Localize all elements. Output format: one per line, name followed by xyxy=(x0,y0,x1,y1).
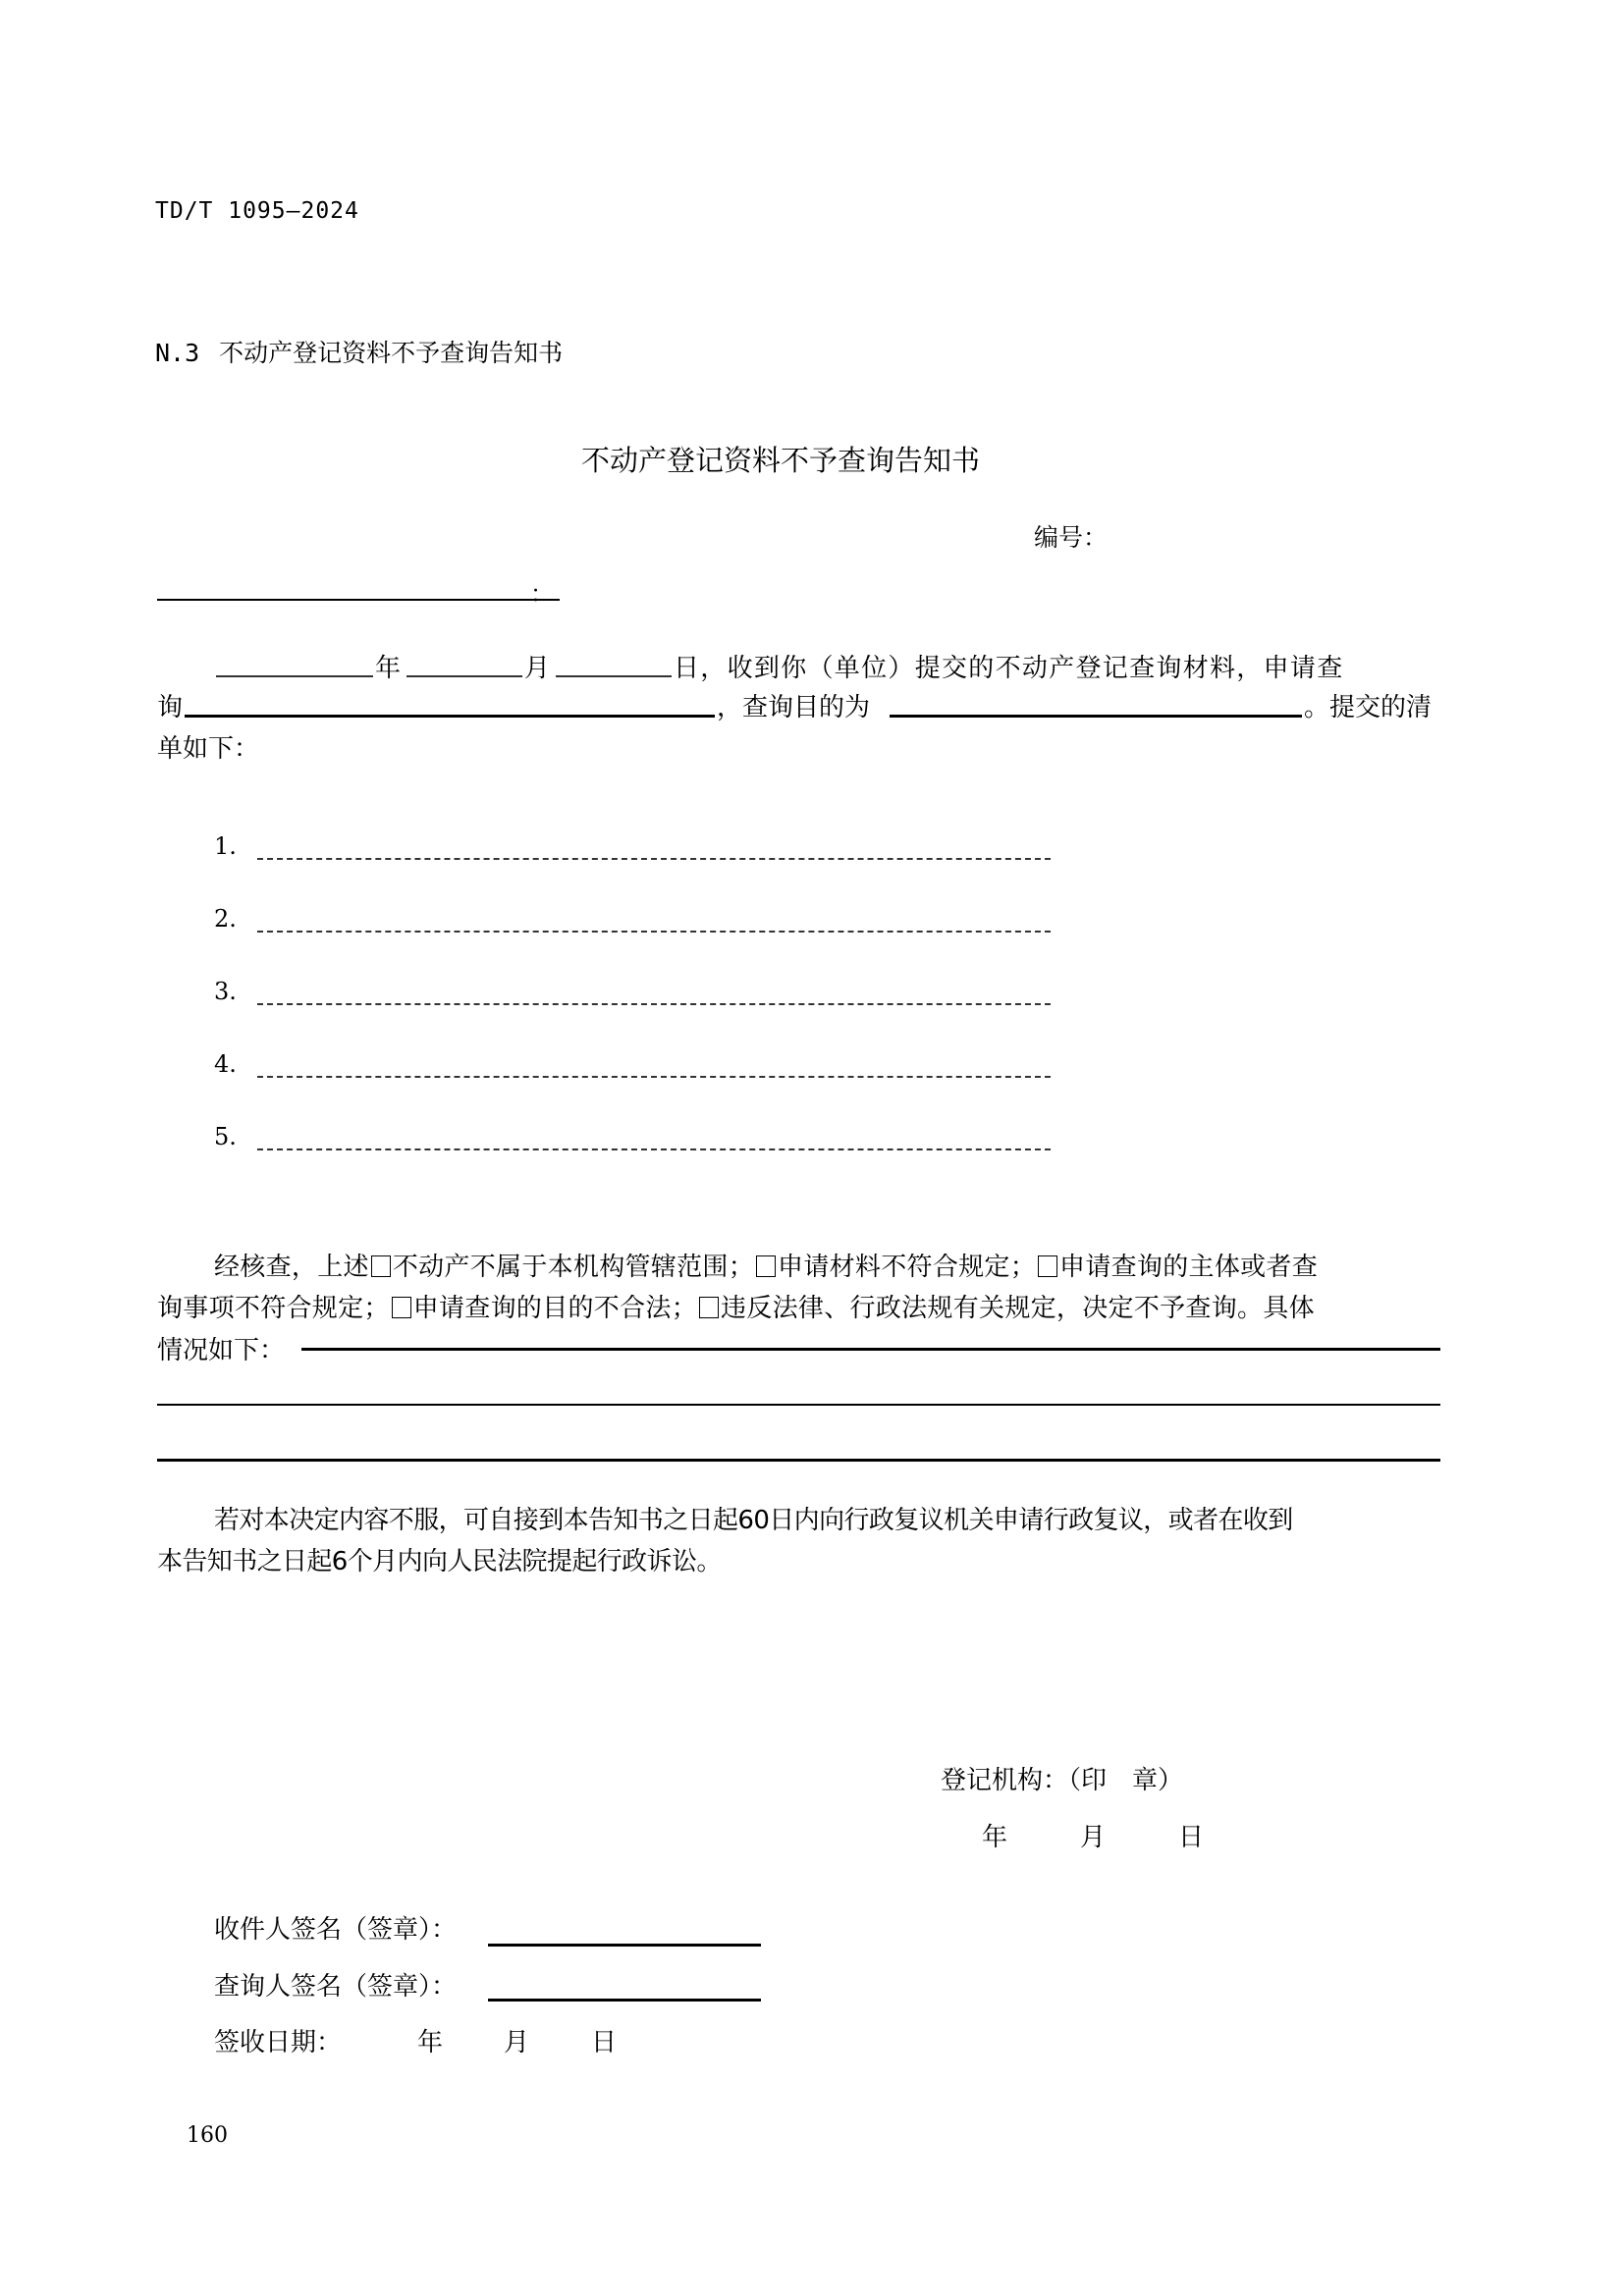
authority-day: 日 xyxy=(1178,1823,1205,1852)
details-field-line-3[interactable] xyxy=(157,1459,1440,1462)
serial-number-label: 编号： xyxy=(1034,523,1109,552)
list-item-number: 5. xyxy=(214,1123,237,1150)
section-title: 不动产登记资料不予查询告知书 xyxy=(219,339,564,367)
form-title: 不动产登记资料不予查询告知书 xyxy=(580,444,980,477)
list-item-field[interactable] xyxy=(257,1148,1051,1150)
appeal-line-1: 若对本决定内容不服，可自接到本告知书之日起60日内向行政复议机关申请行政复议，或者在收到 xyxy=(214,1506,1293,1535)
checkbox-materials-invalid[interactable] xyxy=(756,1255,776,1277)
review-text: 申请材料不符合规定； xyxy=(778,1253,1037,1282)
details-field-line-1[interactable] xyxy=(301,1348,1440,1351)
addressee-field[interactable] xyxy=(157,599,560,601)
list-item-field[interactable] xyxy=(257,1076,1051,1078)
review-text: 违反法律、行政法规有关规定，决定不予查询。具体 xyxy=(721,1294,1315,1323)
list-item-number: 4. xyxy=(214,1050,237,1078)
appeal-line-2: 本告知书之日起6个月内向人民法院提起行政诉讼。 xyxy=(157,1547,722,1576)
year-field[interactable] xyxy=(216,675,373,677)
sign-date-month: 月 xyxy=(504,2028,530,2057)
details-field-line-2[interactable] xyxy=(157,1404,1440,1406)
recipient-signature-field[interactable] xyxy=(488,1944,761,1947)
intro-line2-mid: ，查询目的为 xyxy=(717,693,871,722)
intro-year: 年 xyxy=(375,654,402,683)
review-text: 询事项不符合规定； xyxy=(157,1294,390,1323)
sign-date-year: 年 xyxy=(417,2028,444,2057)
list-item-field[interactable] xyxy=(257,931,1051,933)
addressee-colon: ： xyxy=(530,580,554,608)
checkbox-violates-law[interactable] xyxy=(699,1297,719,1318)
list-item-field[interactable] xyxy=(257,858,1051,860)
day-field[interactable] xyxy=(556,675,672,677)
sign-date-label: 签收日期： xyxy=(214,2028,343,2057)
review-line-1 xyxy=(214,1247,1318,1283)
list-item-number: 1. xyxy=(214,832,237,860)
inquiry-purpose-field[interactable] xyxy=(890,715,1302,718)
page-number: 160 xyxy=(187,2123,228,2148)
inquirer-signature-field[interactable] xyxy=(488,1999,761,2002)
intro-line2-end: 。提交的清 xyxy=(1304,693,1433,722)
list-item-number: 3. xyxy=(214,978,237,1005)
recipient-signature-label: 收件人签名（签章）： xyxy=(214,1915,458,1945)
authority-seal-label: 登记机构：（印 章） xyxy=(941,1766,1184,1795)
section-heading xyxy=(155,334,563,369)
intro-line2-start: 询 xyxy=(157,693,184,722)
checkbox-purpose-unlawful[interactable] xyxy=(392,1297,411,1318)
standard-code: TD/T 1095—2024 xyxy=(155,198,359,224)
list-item-number: 2. xyxy=(214,905,237,933)
authority-month: 月 xyxy=(1080,1823,1107,1852)
review-line-3: 情况如下： xyxy=(157,1336,286,1365)
checkbox-subject-invalid[interactable] xyxy=(1038,1255,1057,1277)
review-text: 申请查询的主体或者查 xyxy=(1059,1253,1319,1282)
sign-date-day: 日 xyxy=(591,2028,618,2057)
inquirer-signature-label: 查询人签名（签章）： xyxy=(214,1972,458,2002)
authority-year: 年 xyxy=(982,1823,1008,1852)
intro-day-text: 日，收到你（单位）提交的不动产登记查询材料，申请查 xyxy=(674,654,1344,683)
review-text: 经核查，上述 xyxy=(214,1253,369,1282)
review-text: 不动产不属于本机构管辖范围； xyxy=(392,1253,755,1282)
inquiry-subject-field[interactable] xyxy=(185,715,715,718)
list-item-field[interactable] xyxy=(257,1003,1051,1005)
month-field[interactable] xyxy=(406,675,522,677)
review-text: 申请查询的目的不合法； xyxy=(412,1294,698,1323)
review-line-2 xyxy=(157,1288,1315,1324)
intro-month: 月 xyxy=(524,654,551,683)
section-number: N.3 xyxy=(155,339,200,367)
checkbox-not-in-jurisdiction[interactable] xyxy=(371,1255,391,1277)
intro-line3: 单如下： xyxy=(157,734,260,764)
